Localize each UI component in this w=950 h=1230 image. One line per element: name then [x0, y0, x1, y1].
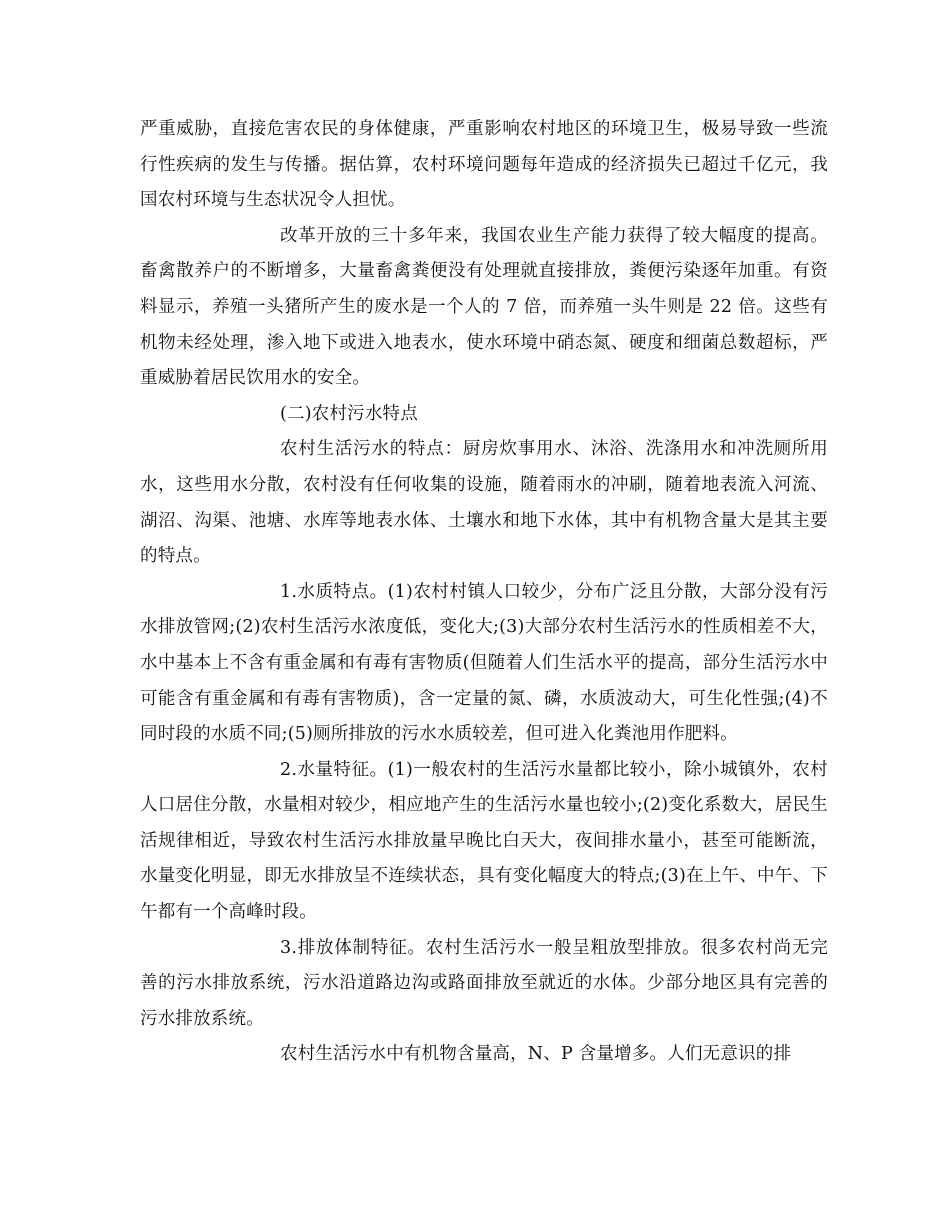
paragraph-water-quality-features: 1.水质特点。(1)农村村镇人口较少，分布广泛且分散，大部分没有污水排放管网;(2)农村生活污水浓度低，变化大;(3)大部分农村生活污水的性质相差不大，水中基本上不含有重金属和有毒有害物质(但随着人们生活水平的提高，部分生活污水中可能含有重金属和有毒有害物质)，含一定量的氮、磷，水质波动大，可生化性强;(4)不同时段的水质不同;(5)厕所排放的污水水质较差，但可进入化粪池用作肥料。 [140, 581, 828, 745]
paragraph-organic-content: 农村生活污水中有机物含量高，N、P 含量增多。人们无意识的排 [280, 1044, 792, 1065]
paragraph-water-quantity-features: 2.水量特征。(1)一般农村的生活污水量都比较小，除小城镇外，农村人口居住分散，水量相对较少，相应地产生的生活污水量也较小;(2)变化系数大，居民生活规律相近，导致农村生活污水排放量早晚比白天大，夜间排水量小，甚至可能断流，水量变化明显，即无水排放呈不连续状态，具有变化幅度大的特点;(3)在上午、中午、下午都有一个高峰时段。 [140, 759, 828, 923]
document-body [140, 112, 828, 1073]
paragraph-livestock-pollution: 改革开放的三十多年来，我国农业生产能力获得了较大幅度的提高。畜禽散养户的不断增多，大量畜禽粪便没有处理就直接排放，粪便污染逐年加重。有资料显示，养殖一头猪所产生的废水是一个人的 7 倍，而养殖一头牛则是 22 倍。这些有机物未经处理，渗入地下或进入地表水，使水环境中硝态氮、硬度和细菌总数超标，严重威胁着居民饮用水的安全。 [140, 225, 828, 389]
paragraph-domestic-sewage-features: 农村生活污水的特点：厨房炊事用水、沐浴、洗涤用水和冲洗厕所用水，这些用水分散，农村没有任何收集的设施，随着雨水的冲刷，随着地表流入河流、湖沼、沟渠、池塘、水库等地表水体、土壤水和地下水体，其中有机物含量大是其主要的特点。 [140, 439, 828, 567]
paragraph-rural-environment-threat: 严重威胁，直接危害农民的身体健康，严重影响农村地区的环境卫生，极易导致一些流行性疾病的发生与传播。据估算，农村环境问题每年造成的经济损失已超过千亿元，我国农村环境与生态状况令人担忧。 [140, 119, 828, 211]
section-heading-rural-sewage-features: (二)农村污水特点 [280, 403, 418, 424]
paragraph-discharge-system-features: 3.排放体制特征。农村生活污水一般呈粗放型排放。很多农村尚无完善的污水排放系统，污水沿道路边沟或路面排放至就近的水体。少部分地区具有完善的污水排放系统。 [140, 937, 828, 1029]
